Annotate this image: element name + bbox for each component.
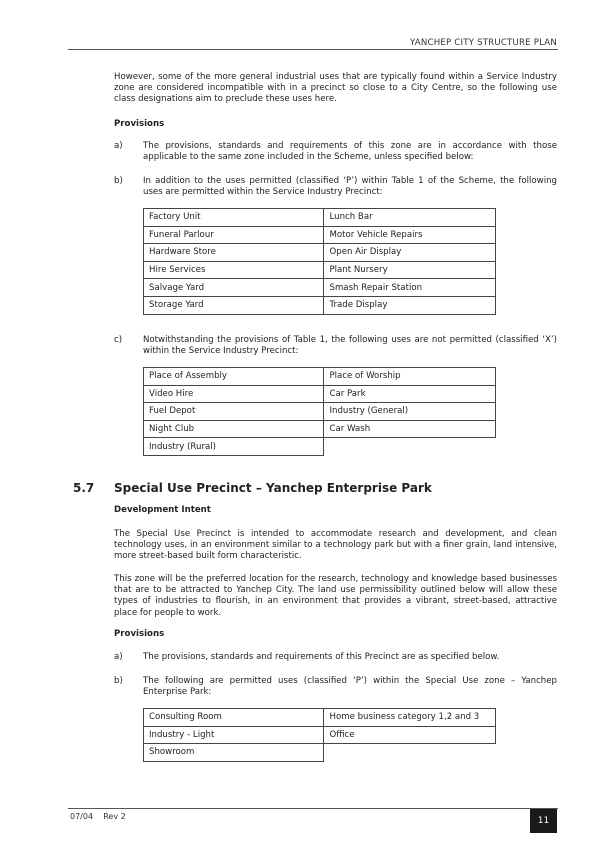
table-row [144,744,496,762]
development-paragraph: The Special Use Precinct is intended to accommodate research and development, and clean technology uses, in an environment similar to a technology park but with a finer grain, land intensive, more street-based built form characteristic. [114,529,557,562]
table-row [144,709,496,727]
table-cell: Funeral Parlour [144,226,324,244]
table-row [144,209,496,227]
table-cell: Night Club [144,420,324,438]
table-cell: Plant Nursery [324,261,496,279]
table-row [144,244,496,262]
table-cell: Open Air Display [324,244,496,262]
not-permitted-uses-table [143,367,496,456]
development-intent-heading: Development Intent [114,505,211,515]
table-cell: Salvage Yard [144,279,324,297]
development-paragraph: This zone will be the preferred location for the research, technology and knowledge based businesses that are to be attracted to Yanchep City. The land use permissibility outlined below will allow these types of industries to flourish, in an environment that provides a vibrant, street-based, attractive place for people to work. [114,574,557,618]
table-cell: Hire Services [144,261,324,279]
list-item [114,335,557,357]
table-row [144,368,496,386]
table-cell: Place of Assembly [144,368,324,386]
table-cell: Industry (Rural) [144,438,324,456]
list-item [114,176,557,198]
table-row [144,226,496,244]
list-marker: c) [114,335,123,345]
provisions-heading: Provisions [114,629,165,639]
section-number: 5.7 [73,481,95,495]
table-row [144,438,496,456]
table-cell: Fuel Depot [144,403,324,421]
list-marker: b) [114,676,123,686]
table-cell: Office [324,726,496,744]
table-cell: Home business category 1,2 and 3 [324,709,496,727]
table-row [144,385,496,403]
footer-code: 07/04 Rev 2 [70,812,126,821]
provisions-heading: Provisions [114,119,165,129]
table-cell: Industry (General) [324,403,496,421]
table-row [144,420,496,438]
table-cell: Car Park [324,385,496,403]
enterprise-uses-table [143,708,496,762]
list-marker: a) [114,652,123,662]
table-cell: Motor Vehicle Repairs [324,226,496,244]
list-text: The provisions, standards and requirements of this zone are in accordance with those applicable to the same zone included in the Scheme, unless specified below: [143,141,557,163]
table-row [144,726,496,744]
list-item [114,652,557,663]
intro-paragraph: However, some of the more general industrial uses that are typically found within a Service Industry zone are considered incompatible with in a precinct so close to a City Centre, so the following use class designations aim to preclude these uses here. [114,72,557,105]
permitted-uses-table [143,208,496,315]
table-row [144,279,496,297]
table-row [144,403,496,421]
list-marker: a) [114,141,123,151]
header-rule [68,49,558,50]
table-cell-empty [324,438,496,456]
table-cell: Lunch Bar [324,209,496,227]
table-cell: Smash Repair Station [324,279,496,297]
table-cell: Place of Worship [324,368,496,386]
list-text: The provisions, standards and requirements of this Precinct are as specified below. [143,652,500,662]
table-cell: Industry - Light [144,726,324,744]
page-number: 11 [530,809,557,833]
section-title: Special Use Precinct – Yanchep Enterprise Park [114,481,432,495]
list-item [114,676,557,698]
list-text: In addition to the uses permitted (classified ‘P’) within Table 1 of the Scheme, the following uses are permitted within the Service Industry Precinct: [143,176,557,198]
list-item [114,141,557,163]
list-text: Notwithstanding the provisions of Table 1, the following uses are not permitted (classified ‘X’) within the Service Industry Precinct: [143,335,557,357]
table-cell: Consulting Room [144,709,324,727]
table-cell: Video Hire [144,385,324,403]
table-cell: Showroom [144,744,324,762]
table-row [144,261,496,279]
list-text: The following are permitted uses (classified ‘P’) within the Special Use zone – Yanchep Enterprise Park: [143,676,557,698]
table-cell: Trade Display [324,296,496,314]
footer-rule [68,808,558,809]
table-cell: Factory Unit [144,209,324,227]
table-cell: Hardware Store [144,244,324,262]
table-row [144,296,496,314]
list-marker: b) [114,176,123,186]
table-cell: Storage Yard [144,296,324,314]
table-cell-empty [324,744,496,762]
table-cell: Car Wash [324,420,496,438]
header-title: YANCHEP CITY STRUCTURE PLAN [410,38,557,48]
